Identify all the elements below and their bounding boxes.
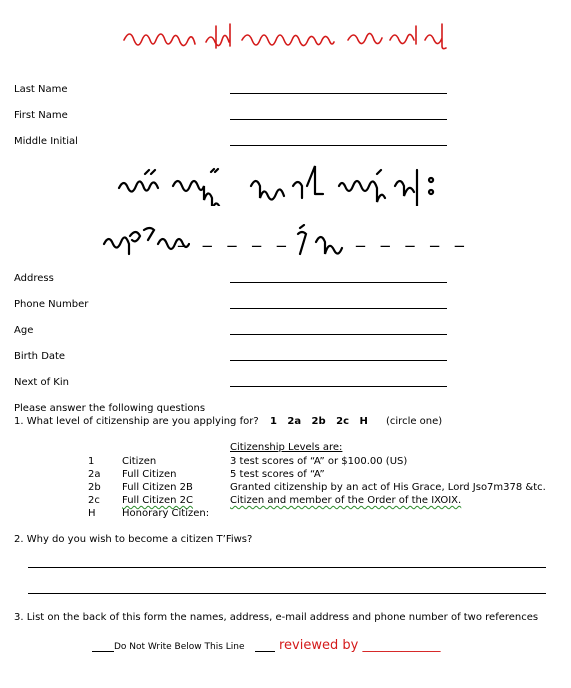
- question-3: 3. List on the back of this form the names, address, e-mail address and phone number of two references: [14, 612, 539, 623]
- question-2: 2. Why do you wish to become a citizen T’Fiws?: [14, 534, 253, 545]
- levels-heading: Citizenship Levels are:: [230, 442, 343, 453]
- divider-line-right: [255, 651, 275, 652]
- script-heading-calligraphy: [115, 164, 455, 206]
- field-label-next-of-kin: Next of Kin: [14, 377, 69, 388]
- field-line-last-name[interactable]: [230, 93, 447, 94]
- script-subheading-calligraphy: [100, 222, 190, 258]
- divider-text: Do Not Write Below This Line: [114, 642, 245, 652]
- field-line-first-name[interactable]: [230, 119, 447, 120]
- level-code: 2a: [88, 469, 101, 480]
- divider-line-left: [92, 651, 114, 652]
- field-line-birth-date[interactable]: [230, 360, 447, 361]
- script-title-calligraphy: [120, 18, 460, 56]
- level-name: Honorary Citizen:: [122, 508, 210, 519]
- field-label-birth-date: Birth Date: [14, 351, 66, 362]
- blank-placeholder-1: _ _ _ _ _: [178, 227, 291, 248]
- blank-placeholder-2: _ _ _ _ _: [356, 227, 469, 248]
- question-1-options[interactable]: 1 2a 2b 2c H: [270, 416, 368, 427]
- level-name: Full Citizen 2B: [122, 482, 193, 493]
- question-1-hint: (circle one): [386, 416, 443, 427]
- field-label-age: Age: [14, 325, 34, 336]
- script-connector-calligraphy: [296, 224, 346, 258]
- level-code: H: [88, 508, 96, 519]
- field-label-last-name: Last Name: [14, 84, 68, 95]
- field-label-address: Address: [14, 273, 54, 284]
- level-name: Full Citizen 2C: [122, 495, 194, 506]
- field-label-middle-initial: Middle Initial: [14, 136, 78, 147]
- level-requirement: Granted citizenship by an act of His Grace, Lord Jso7m378 &tc.: [230, 482, 546, 493]
- level-code: 2c: [88, 495, 100, 506]
- level-requirement: 5 test scores of “A”: [230, 469, 325, 480]
- level-requirement: 3 test scores of “A” or $100.00 (US): [230, 456, 408, 467]
- reviewed-by: reviewed by ____________: [279, 638, 441, 653]
- field-line-age[interactable]: [230, 334, 447, 335]
- field-label-first-name: First Name: [14, 110, 68, 121]
- level-code: 1: [88, 456, 95, 467]
- field-line-address[interactable]: [230, 282, 447, 283]
- field-label-phone-number: Phone Number: [14, 299, 89, 310]
- level-requirement: Citizen and member of the Order of the IXOIX.: [230, 495, 462, 506]
- questions-intro: Please answer the following questions: [14, 403, 206, 414]
- level-name: Citizen: [122, 456, 157, 467]
- field-line-phone-number[interactable]: [230, 308, 447, 309]
- answer-line-1[interactable]: [28, 567, 546, 568]
- answer-line-2[interactable]: [28, 593, 546, 594]
- question-1: 1. What level of citizenship are you applying for?: [14, 416, 259, 427]
- field-line-middle-initial[interactable]: [230, 145, 447, 146]
- level-name: Full Citizen: [122, 469, 177, 480]
- field-line-next-of-kin[interactable]: [230, 386, 447, 387]
- level-code: 2b: [88, 482, 101, 493]
